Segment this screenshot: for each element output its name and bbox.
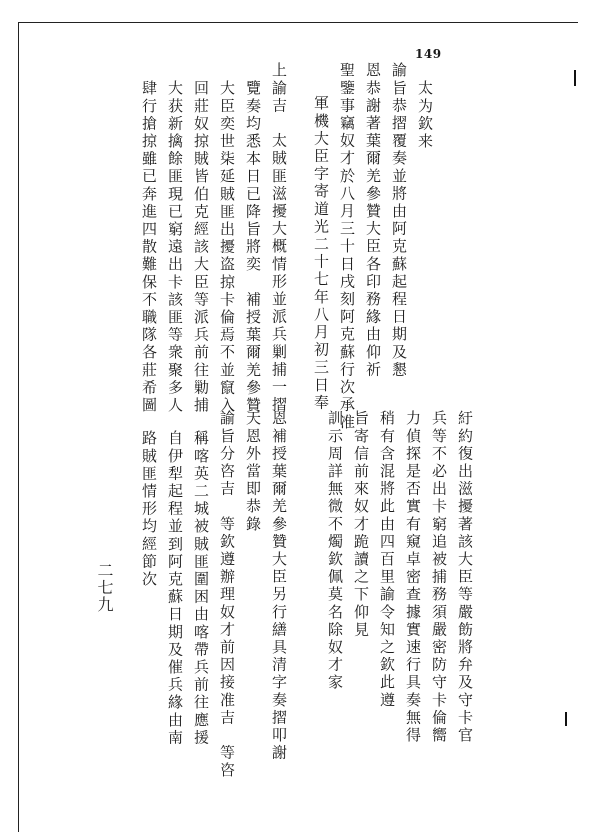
text-column: 大获新擒餘匪現已窮遠出卡該匪等衆聚多人 — [166, 80, 184, 415]
left-border-line — [18, 22, 19, 832]
text-column: 恩恭謝著葉爾羌參贊大臣各印務緣由仰祈 — [364, 62, 382, 379]
margin-mark — [565, 712, 567, 726]
text-column: 大臣奕世柒延賊匪出擾盗掠卡倫焉不並竄入 — [218, 80, 236, 415]
text-column: 諭旨分咨吉 等欽遵辦理奴才前因接准吉 等咨 — [218, 410, 236, 780]
text-column: 稱喀英二城被賊匪圍困由喀帶兵前往應援 — [192, 430, 210, 747]
folio-number: 二七九 — [95, 562, 114, 613]
text-column: 諭旨恭摺覆奏並將由阿克蘇起程日期及懇 — [390, 62, 408, 379]
text-column: 自伊犁起程並到阿克蘇日期及催兵緣由南 — [166, 430, 184, 747]
text-column: 兵等不必出卡窮追被捕務須嚴密防守卡倫嚮 — [430, 410, 448, 745]
text-column: 稍有含混將此由四百里諭令知之欽此遵 — [378, 410, 396, 710]
text-column: 旨寄信前來奴才跪讀之下仰見 — [352, 410, 370, 639]
text-column: 上諭吉 太賊匪滋擾大概情形並派兵剿捕一摺 — [270, 62, 288, 414]
text-column: 訓示周詳無微不燭欽佩莫名除奴才家 — [326, 410, 344, 692]
text-column: 力偵探是否實有窺卓密查據實速行具奏無得 — [404, 410, 422, 745]
text-column: 路賊匪情形均經節次 — [140, 430, 158, 589]
text-column: 恩補授葉爾羌參贊大臣另行繕具清字奏摺叩謝 — [270, 410, 288, 762]
text-column: 天恩外當即恭錄 — [244, 410, 262, 534]
text-column: 覽奏均悉本日已降旨將奕 補授葉爾羌參贊 — [244, 80, 262, 415]
top-border-line — [18, 22, 578, 23]
text-column: 回莊奴掠賊皆伯克經該大臣等派兵前往勦捕 — [192, 80, 210, 415]
text-column: 太为欽来 — [416, 80, 434, 151]
text-column: 聖鑒事竊奴才於八月三十日戌刻阿克蘇行次承准 — [338, 62, 356, 432]
margin-mark — [574, 70, 576, 86]
page-number: 149 — [415, 47, 442, 61]
text-column: 軍機大臣字寄道光二十七年八月初三日奉 — [312, 95, 330, 412]
text-column: 肆行搶掠雖已奔進四散難保不職隊各莊希圖 — [140, 80, 158, 415]
text-column: 紆約復出滋擾著該大臣等嚴飭將弁及守卡官 — [456, 410, 474, 745]
